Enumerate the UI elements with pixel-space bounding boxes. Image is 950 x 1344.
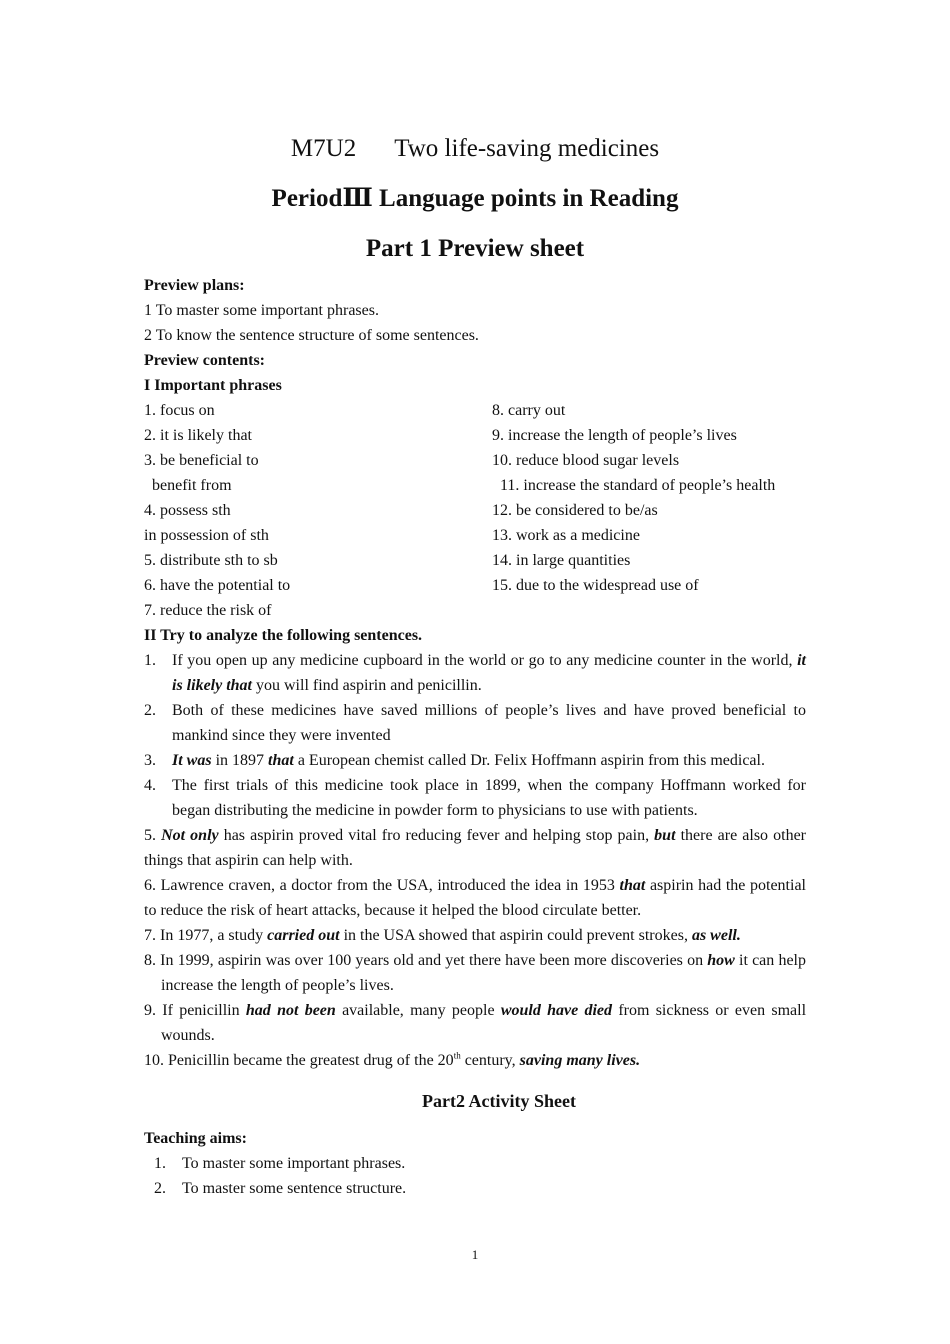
preview-contents-heading: Preview contents: bbox=[144, 352, 265, 369]
phrase-row bbox=[144, 423, 806, 448]
unit-title bbox=[144, 133, 806, 165]
phrase-row bbox=[144, 448, 806, 473]
phrase-row bbox=[144, 548, 806, 573]
sentence-text: The first trials of this medicine took place in 1899, when the company Hoffmann worked for began distributing the medicine in powder form to physicians to use with patients. bbox=[172, 777, 806, 819]
phrase-item: 9. increase the length of people’s lives bbox=[492, 427, 737, 444]
preview-plan-item: 2 To know the sentence structure of some sentences. bbox=[144, 327, 479, 344]
unit-code: M7U2 bbox=[290, 135, 357, 162]
phrase-item: 1. focus on bbox=[144, 402, 215, 419]
sentence-item: 10. Penicillin became the greatest drug of the 20th century, saving many lives. bbox=[144, 1050, 641, 1069]
sentence-item: 5. Not only has aspirin proved vital fro reducing fever and helping stop pain, but there are also other things that aspirin can help with. bbox=[144, 827, 807, 869]
phrase-item: 14. in large quantities bbox=[492, 552, 631, 569]
teaching-aims-heading: Teaching aims: bbox=[144, 1130, 247, 1147]
phrase-item: 11. increase the standard of people’s health bbox=[500, 477, 776, 494]
sentence-text: If you open up any medicine cupboard in the world or go to any medicine counter in the world, it is likely that you will find aspirin and penicillin. bbox=[172, 652, 806, 694]
phrase-row bbox=[144, 473, 806, 498]
phrase-row bbox=[144, 598, 806, 623]
phrase-item: 15. due to the widespread use of bbox=[492, 577, 699, 594]
aim-number: 2. bbox=[154, 1180, 166, 1197]
teaching-aim-item bbox=[144, 1176, 806, 1201]
phrase-item: 13. work as a medicine bbox=[492, 527, 640, 544]
sentence-item bbox=[144, 748, 806, 773]
period-title: PeriodⅢ Language points in Reading bbox=[271, 185, 679, 212]
sentence-item: 8. In 1999, aspirin was over 100 years old and yet there have been more discoveries on how it can help increase the length of people’s lives. bbox=[144, 952, 806, 994]
phrase-item: 7. reduce the risk of bbox=[144, 602, 272, 619]
sentence-text: It was in 1897 that a European chemist called Dr. Felix Hoffmann aspirin from this medical. bbox=[172, 752, 765, 769]
phrase-item: 12. be considered to be/as bbox=[492, 502, 658, 519]
phrase-item: 4. possess sth bbox=[144, 502, 231, 519]
phrase-item: 3. be beneficial to bbox=[144, 452, 259, 469]
sentence-item: 9. If penicillin had not been available, many people would have died from sickness or even small wounds. bbox=[144, 1002, 807, 1044]
sentence-item: 6. Lawrence craven, a doctor from the USA, introduced the idea in 1953 that aspirin had the potential to reduce the risk of heart attacks, because it helped the blood circulate better. bbox=[144, 877, 806, 919]
phrase-row bbox=[144, 573, 806, 598]
sentence-number: 4. bbox=[144, 777, 156, 794]
part2-title: Part2 Activity Sheet bbox=[422, 1091, 576, 1111]
phrase-item: 8. carry out bbox=[492, 402, 566, 419]
sentence-number: 2. bbox=[144, 702, 156, 719]
page-number: 1 bbox=[471, 1247, 479, 1262]
phrase-item: benefit from bbox=[152, 477, 232, 494]
sentence-number: 1. bbox=[144, 652, 156, 669]
phrases-heading: I Important phrases bbox=[144, 377, 282, 394]
unit-topic: Two life-saving medicines bbox=[394, 135, 660, 162]
sentence-item: 7. In 1977, a study carried out in the USA showed that aspirin could prevent strokes, as well. bbox=[144, 927, 741, 944]
aim-text: To master some important phrases. bbox=[182, 1155, 406, 1172]
phrase-row bbox=[144, 523, 806, 548]
phrase-item: 5. distribute sth to sb bbox=[144, 552, 278, 569]
phrase-item: 6. have the potential to bbox=[144, 577, 291, 594]
sentences-heading: II Try to analyze the following sentences. bbox=[144, 627, 423, 644]
preview-plan-item: 1 To master some important phrases. bbox=[144, 302, 379, 319]
phrase-item: 10. reduce blood sugar levels bbox=[492, 452, 680, 469]
sentence-item bbox=[144, 648, 806, 698]
phrase-item: 2. it is likely that bbox=[144, 427, 252, 444]
document-body bbox=[144, 273, 806, 1073]
aim-text: To master some sentence structure. bbox=[182, 1180, 407, 1197]
teaching-aim-item bbox=[144, 1151, 806, 1176]
aim-number: 1. bbox=[154, 1155, 166, 1172]
sentence-item bbox=[144, 698, 806, 748]
phrase-list bbox=[144, 398, 806, 623]
part1-title: Part 1 Preview sheet bbox=[365, 235, 585, 262]
sentence-text: Both of these medicines have saved millions of people’s lives and have proved beneficial to mankind since they were invented bbox=[172, 702, 806, 744]
phrase-item: in possession of sth bbox=[144, 527, 269, 544]
phrase-row bbox=[144, 398, 806, 423]
phrase-row bbox=[144, 498, 806, 523]
sentence-item bbox=[144, 773, 806, 823]
preview-plans-heading: Preview plans: bbox=[144, 277, 245, 294]
sentence-number: 3. bbox=[144, 752, 156, 769]
teaching-aims bbox=[144, 1126, 806, 1201]
